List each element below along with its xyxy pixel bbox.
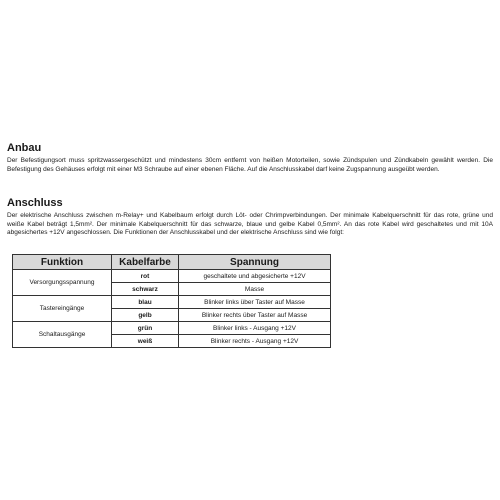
kabelfarbe-cell: schwarz bbox=[112, 283, 179, 296]
kabelfarbe-cell: grün bbox=[112, 322, 179, 335]
spannung-cell: Blinker rechts über Taster auf Masse bbox=[179, 309, 331, 322]
funktion-cell: Tastereingänge bbox=[13, 296, 112, 322]
kabelfarbe-cell: gelb bbox=[112, 309, 179, 322]
paragraph-anschluss: Der elektrische Anschluss zwischen m-Relay+ und Kabelbaum erfolgt durch Löt- oder Chrimpverbindungen. Der minimale Kabelquerschnitt für das rote, grüne und weiße Kabel beträgt 1,5mm². Der minimale Kabelquerschnitt für das schwarze, blaue und gelbe Kabel 0,5mm². An das rote Kabel wird geschaltetes und mit 10A abgesichertes +12V angeschlossen. Die Funktionen der Anschlusskabel und der elektrische Anschluss sind wie folgt: bbox=[7, 212, 493, 237]
header-spannung: Spannung bbox=[179, 255, 331, 270]
section-anschluss bbox=[7, 197, 493, 238]
paragraph-anbau: Der Befestigungsort muss spritzwassergeschützt und mindestens 30cm entfernt von heißen Motorteilen, sowie Zündspulen und Zündkabeln gewählt werden. Die Befestigung des Gehäuses erfolgt mit einer M3 Schraube auf einer ebenen Fläche. Auf die Anschlusskabel darf keine Zugspannung ausgeübt werden. bbox=[7, 157, 493, 173]
section-heading-anbau: Anbau bbox=[7, 142, 42, 154]
table-row bbox=[13, 322, 331, 335]
connection-table bbox=[12, 254, 331, 348]
spannung-cell: Blinker rechts - Ausgang +12V bbox=[179, 335, 331, 348]
section-heading-anschluss: Anschluss bbox=[7, 197, 63, 209]
spannung-cell: Blinker links - Ausgang +12V bbox=[179, 322, 331, 335]
header-funktion: Funktion bbox=[13, 255, 112, 270]
section-anbau bbox=[7, 142, 493, 174]
spannung-cell: Blinker links über Taster auf Masse bbox=[179, 296, 331, 309]
kabelfarbe-cell: rot bbox=[112, 270, 179, 283]
header-kabelfarbe: Kabelfarbe bbox=[112, 255, 179, 270]
spannung-cell: geschaltete und abgesicherte +12V bbox=[179, 270, 331, 283]
kabelfarbe-cell: blau bbox=[112, 296, 179, 309]
funktion-cell: Schaltausgänge bbox=[13, 322, 112, 348]
table-row bbox=[13, 270, 331, 283]
kabelfarbe-cell: weiß bbox=[112, 335, 179, 348]
table-row bbox=[13, 296, 331, 309]
spannung-cell: Masse bbox=[179, 283, 331, 296]
table-header-row bbox=[13, 255, 331, 270]
funktion-cell: Versorgungsspannung bbox=[13, 270, 112, 296]
